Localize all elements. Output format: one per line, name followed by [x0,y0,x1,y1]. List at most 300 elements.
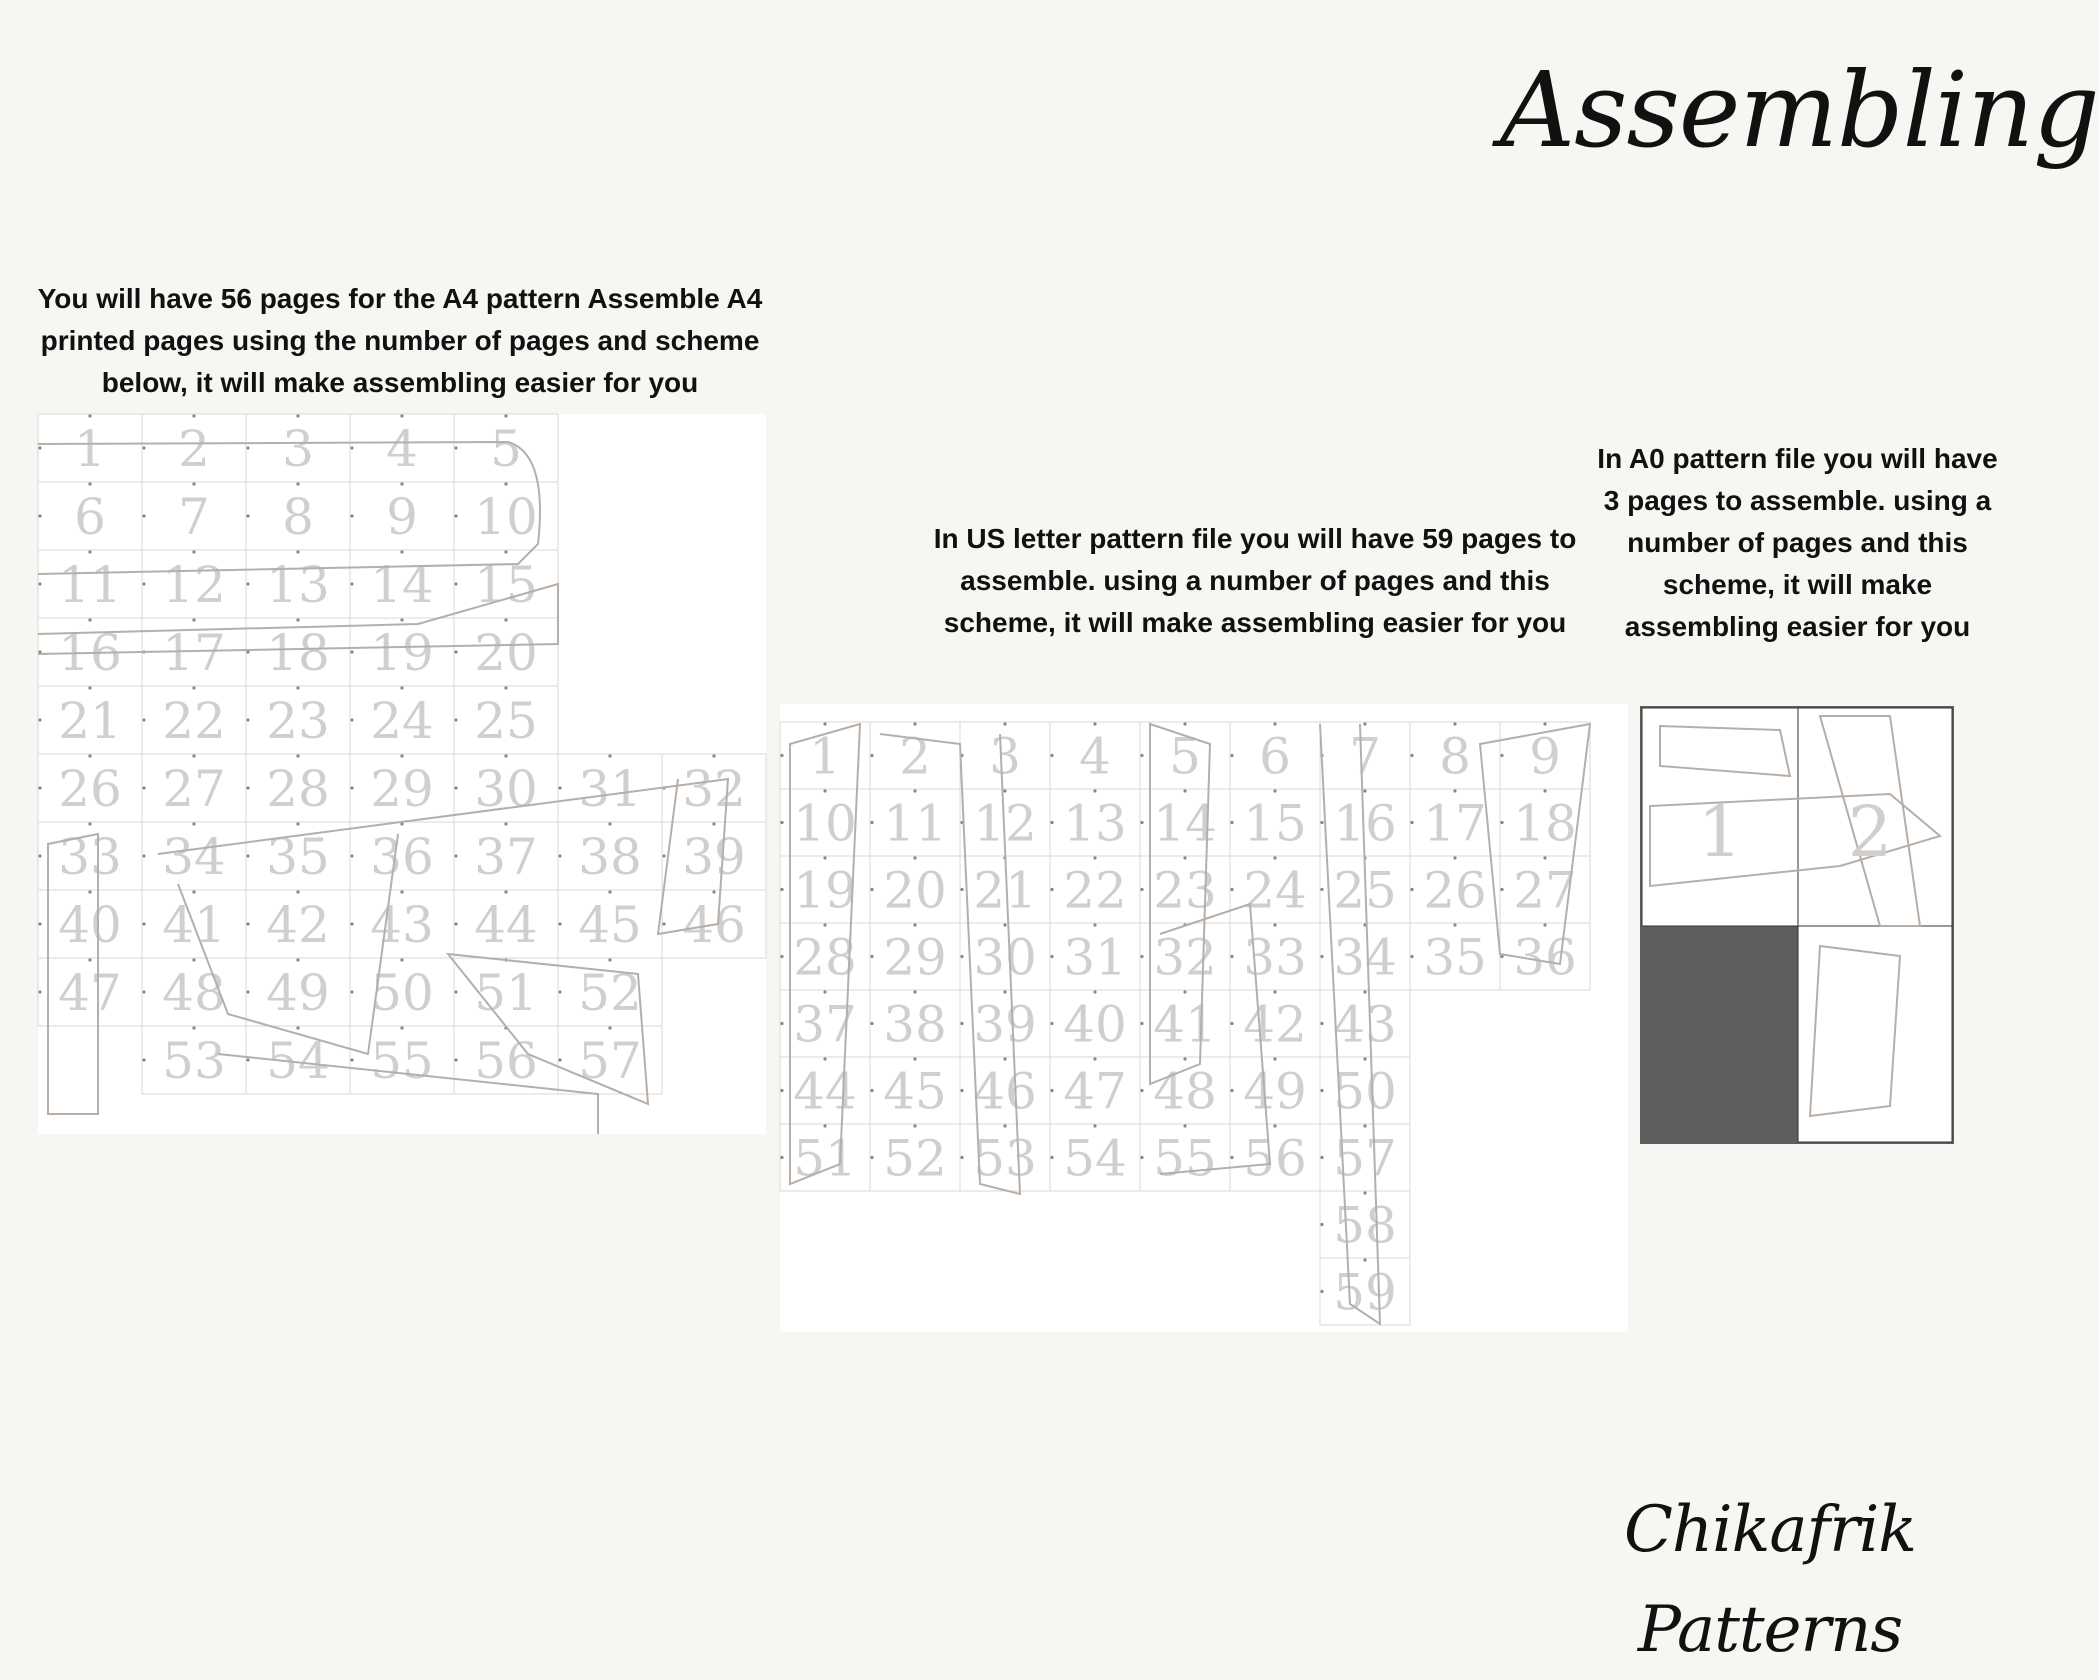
us-page-number: 31 [1063,928,1127,987]
us-page-number: 15 [1243,794,1307,853]
a4-registration-mark [296,686,299,689]
a4-registration-mark [400,1026,403,1029]
a4-registration-mark [296,822,299,825]
a4-registration-mark [558,990,561,993]
us-registration-mark [1363,1258,1366,1261]
a4-registration-mark [192,1026,195,1029]
us-registration-mark [1183,722,1186,725]
a4-registration-mark [142,786,145,789]
us-page-number: 42 [1243,995,1307,1054]
us-registration-mark [780,1156,783,1159]
us-page-number: 46 [973,1062,1037,1121]
us-registration-mark [1320,1290,1323,1293]
a4-registration-mark [142,922,145,925]
a4-registration-mark [400,482,403,485]
us-registration-mark [1183,1057,1186,1060]
us-registration-mark [1183,990,1186,993]
us-registration-mark [1093,990,1096,993]
a4-page-number: 2 [178,420,210,478]
a4-page-number: 15 [474,556,538,614]
a4-registration-mark [88,890,91,893]
us-registration-mark [1093,789,1096,792]
us-page-number: 34 [1333,928,1397,987]
a4-registration-mark [38,922,41,925]
a4-registration-mark [608,822,611,825]
a4-registration-mark [350,922,353,925]
us-registration-mark [1003,923,1006,926]
a4-registration-mark [296,958,299,961]
us-registration-mark [1320,1022,1323,1025]
us-registration-mark [1273,990,1276,993]
a4-page-number: 55 [370,1032,434,1090]
us-page-number: 52 [883,1129,947,1188]
a4-page-number: 46 [682,896,746,954]
a4-registration-mark [454,854,457,857]
a4-page-number: 54 [266,1032,330,1090]
a4-registration-mark [454,582,457,585]
a4-page-number: 17 [162,624,226,682]
a4-page-number: 7 [178,488,210,546]
a4-registration-mark [350,446,353,449]
a4-registration-mark [192,414,195,417]
a4-page-number: 19 [370,624,434,682]
a4-registration-mark [454,718,457,721]
us-registration-mark [1230,821,1233,824]
a4-registration-mark [192,686,195,689]
us-registration-mark [870,754,873,757]
a4-page-number: 38 [578,828,642,886]
a4-registration-mark [296,890,299,893]
us-registration-mark [1320,1156,1323,1159]
a4-registration-mark [296,482,299,485]
us-registration-mark [823,1057,826,1060]
a4-registration-mark [350,718,353,721]
a4-caption: You will have 56 pages for the A4 pattern Assemble A4 printed pages using the number of pages and scheme below, it will make assembling easier for you [37,283,763,398]
a4-registration-mark [192,822,195,825]
us-registration-mark [960,1156,963,1159]
a4-registration-mark [400,686,403,689]
us-page-number: 22 [1063,861,1127,920]
us-registration-mark [1140,1156,1143,1159]
us-registration-mark [1050,1089,1053,1092]
us-page-number: 7 [1349,727,1381,786]
us-registration-mark [1543,789,1546,792]
us-registration-mark [913,923,916,926]
a4-registration-mark [608,958,611,961]
us-registration-mark [1093,1124,1096,1127]
a4-registration-mark [454,786,457,789]
a0-sheet [1798,926,1952,1142]
a4-registration-mark [142,582,145,585]
a4-page-number: 29 [370,760,434,818]
a4-page-number: 8 [282,488,314,546]
us-registration-mark [913,722,916,725]
us-registration-mark [780,821,783,824]
a4-page-number: 23 [266,692,330,750]
a4-registration-mark [400,618,403,621]
a4-registration-mark [88,754,91,757]
us-page-number: 36 [1513,928,1577,987]
us-registration-mark [1140,1089,1143,1092]
a4-page-number: 18 [266,624,330,682]
a4-registration-mark [192,890,195,893]
us-registration-mark [1230,888,1233,891]
a4-registration-mark [88,482,91,485]
us-registration-mark [1410,888,1413,891]
a4-registration-mark [558,922,561,925]
page-title: Assembling [1500,49,2099,171]
a4-registration-mark [38,446,41,449]
a4-page-number: 39 [682,828,746,886]
a4-page-number: 1 [74,420,106,478]
us-registration-mark [870,821,873,824]
us-registration-mark [780,1022,783,1025]
us-registration-mark [1273,1057,1276,1060]
us-page-number: 43 [1333,995,1397,1054]
us-registration-mark [823,856,826,859]
a4-registration-mark [142,514,145,517]
a4-page-number: 45 [578,896,642,954]
a4-registration-mark [246,514,249,517]
a4-registration-mark [400,414,403,417]
a4-registration-mark [142,990,145,993]
a4-page-number: 57 [578,1032,642,1090]
a4-registration-mark [454,922,457,925]
a4-registration-mark [246,990,249,993]
a4-registration-mark [246,1058,249,1061]
a4-page-number: 42 [266,896,330,954]
us-registration-mark [1183,856,1186,859]
a4-registration-mark [712,890,715,893]
a4-registration-mark [350,990,353,993]
us-registration-mark [823,923,826,926]
a4-registration-mark [296,618,299,621]
us-page-number: 57 [1333,1129,1397,1188]
a4-page-number: 24 [370,692,434,750]
us-registration-mark [1093,923,1096,926]
a4-page-number: 27 [162,760,226,818]
a4-registration-mark [296,754,299,757]
us-registration-mark [823,990,826,993]
a4-registration-mark [296,414,299,417]
a4-page-number: 51 [474,964,538,1022]
us-page-number: 23 [1153,861,1217,920]
us-page-number: 10 [793,794,857,853]
a4-page-number: 32 [682,760,746,818]
us-registration-mark [1273,722,1276,725]
a4-registration-mark [504,618,507,621]
us-registration-mark [913,1057,916,1060]
us-registration-mark [1363,1191,1366,1194]
us-registration-mark [1140,1022,1143,1025]
us-registration-mark [1230,754,1233,757]
a4-page-number: 41 [162,896,226,954]
us-page-number: 29 [883,928,947,987]
us-page-number: 16 [1333,794,1397,853]
a4-registration-mark [142,854,145,857]
a4-registration-mark [192,754,195,757]
us-page-number: 48 [1153,1062,1217,1121]
a4-page-number: 40 [58,896,122,954]
a4-registration-mark [88,618,91,621]
a4-registration-mark [454,1058,457,1061]
a4-registration-mark [662,922,665,925]
us-registration-mark [1140,754,1143,757]
a4-page-number: 4 [386,420,418,478]
a4-page-number: 26 [58,760,122,818]
us-registration-mark [1363,1124,1366,1127]
us-registration-mark [1003,1124,1006,1127]
a4-tile-grid [38,414,766,1134]
a4-page-number: 35 [266,828,330,886]
us-registration-mark [870,888,873,891]
us-registration-mark [1230,955,1233,958]
us-registration-mark [1363,990,1366,993]
us-registration-mark [1050,1022,1053,1025]
us-registration-mark [913,990,916,993]
us-page-number: 25 [1333,861,1397,920]
a4-registration-mark [38,582,41,585]
us-registration-mark [1003,1057,1006,1060]
us-registration-mark [1183,789,1186,792]
brand-signature: Chikafrik Patterns [1623,1493,1917,1667]
us-registration-mark [1050,821,1053,824]
us-registration-mark [1140,955,1143,958]
us-registration-mark [1050,888,1053,891]
us-page-number: 37 [793,995,857,1054]
us-registration-mark [1363,722,1366,725]
us-page-number: 35 [1423,928,1487,987]
a4-registration-mark [504,754,507,757]
us-registration-mark [823,1124,826,1127]
a4-page-number: 30 [474,760,538,818]
us-registration-mark [1320,821,1323,824]
us-page-number: 19 [793,861,857,920]
us-page-number: 5 [1169,727,1201,786]
a4-registration-mark [350,514,353,517]
a4-registration-mark [142,446,145,449]
us-letter-tile-grid [780,704,1628,1332]
us-registration-mark [1363,1057,1366,1060]
us-registration-mark [913,789,916,792]
a4-page-number: 12 [162,556,226,614]
us-registration-mark [1453,722,1456,725]
us-registration-mark [1410,754,1413,757]
us-registration-mark [1093,722,1096,725]
us-registration-mark [1320,888,1323,891]
us-registration-mark [1410,821,1413,824]
us-registration-mark [780,888,783,891]
us-registration-mark [1140,821,1143,824]
us-page-number: 41 [1153,995,1217,1054]
us-registration-mark [960,955,963,958]
a4-registration-mark [712,822,715,825]
a4-registration-mark [38,990,41,993]
us-letter-assembly-scheme [780,704,1628,1332]
a4-page-number: 22 [162,692,226,750]
a4-page-number: 10 [474,488,538,546]
us-registration-mark [1320,955,1323,958]
us-registration-mark [1230,1022,1233,1025]
us-page-number: 51 [793,1129,857,1188]
a4-page-number: 11 [58,556,122,614]
a4-registration-mark [400,958,403,961]
us-page-number: 14 [1153,794,1217,853]
us-registration-mark [1320,1089,1323,1092]
us-registration-mark [913,1124,916,1127]
a4-page-number: 3 [282,420,314,478]
us-registration-mark [1410,955,1413,958]
a4-registration-mark [504,482,507,485]
a4-registration-mark [88,550,91,553]
us-page-number: 9 [1529,727,1561,786]
us-page-number: 17 [1423,794,1487,853]
a4-registration-mark [558,1058,561,1061]
us-registration-mark [1500,754,1503,757]
a4-page-number: 50 [370,964,434,1022]
a4-registration-mark [38,854,41,857]
a4-registration-mark [88,686,91,689]
us-page-number: 26 [1423,861,1487,920]
us-registration-mark [1543,722,1546,725]
a4-registration-mark [454,650,457,653]
a4-registration-mark [608,890,611,893]
us-page-number: 18 [1513,794,1577,853]
a4-page-number: 16 [58,624,122,682]
a4-registration-mark [350,650,353,653]
a4-registration-mark [350,786,353,789]
us-page-number: 53 [973,1129,1037,1188]
a4-registration-mark [192,482,195,485]
us-registration-mark [1453,856,1456,859]
us-registration-mark [913,856,916,859]
us-registration-mark [1140,888,1143,891]
a4-registration-mark [192,550,195,553]
a4-registration-mark [558,786,561,789]
a4-registration-mark [246,582,249,585]
us-page-number: 32 [1153,928,1217,987]
us-registration-mark [1050,754,1053,757]
a4-page-number: 56 [474,1032,538,1090]
us-registration-mark [823,789,826,792]
us-page-number: 20 [883,861,947,920]
us-registration-mark [1093,856,1096,859]
a4-registration-mark [350,582,353,585]
a4-registration-mark [662,854,665,857]
a4-registration-mark [246,446,249,449]
us-registration-mark [960,888,963,891]
us-registration-mark [870,1089,873,1092]
us-page-number: 45 [883,1062,947,1121]
a4-page-number: 34 [162,828,226,886]
a4-registration-mark [350,854,353,857]
us-registration-mark [1453,789,1456,792]
us-registration-mark [870,1156,873,1159]
a4-page-number: 36 [370,828,434,886]
us-page-number: 56 [1243,1129,1307,1188]
us-page-number: 54 [1063,1129,1127,1188]
a4-page-number: 28 [266,760,330,818]
us-page-number: 3 [989,727,1021,786]
a4-registration-mark [246,922,249,925]
a4-registration-mark [350,1058,353,1061]
a4-registration-mark [192,958,195,961]
us-page-number: 33 [1243,928,1307,987]
us-letter-caption: In US letter pattern file you will have 59 pages to assemble. using a number of pages and this scheme, it will make assembling easier for you [933,523,1577,638]
us-page-number: 21 [973,861,1037,920]
us-page-number: 50 [1333,1062,1397,1121]
us-registration-mark [1543,923,1546,926]
us-registration-mark [780,1089,783,1092]
a4-page-number: 49 [266,964,330,1022]
us-page-number: 8 [1439,727,1471,786]
us-registration-mark [1093,1057,1096,1060]
a4-registration-mark [88,822,91,825]
a4-registration-mark [88,414,91,417]
a4-page-number: 25 [474,692,538,750]
us-page-number: 58 [1333,1196,1397,1255]
a4-registration-mark [400,754,403,757]
a4-page-number: 14 [370,556,434,614]
us-page-number: 44 [793,1062,857,1121]
a4-page-number: 53 [162,1032,226,1090]
us-registration-mark [870,955,873,958]
a4-registration-mark [192,618,195,621]
a4-registration-mark [504,890,507,893]
us-registration-mark [1500,888,1503,891]
us-registration-mark [1230,1156,1233,1159]
us-registration-mark [870,1022,873,1025]
us-registration-mark [780,754,783,757]
a4-assembly-scheme [38,414,766,1134]
us-registration-mark [1273,856,1276,859]
us-page-number: 55 [1153,1129,1217,1188]
a4-registration-mark [38,514,41,517]
a0-page-number: 1 [1697,791,1743,873]
us-page-number: 38 [883,995,947,1054]
us-page-number: 24 [1243,861,1307,920]
a4-registration-mark [38,718,41,721]
a4-page-number: 44 [474,896,538,954]
us-registration-mark [1003,722,1006,725]
us-registration-mark [1050,955,1053,958]
a4-page-number: 5 [490,420,522,478]
a4-page-number: 13 [266,556,330,614]
us-page-number: 49 [1243,1062,1307,1121]
a4-registration-mark [38,786,41,789]
a4-registration-mark [142,718,145,721]
us-registration-mark [1273,923,1276,926]
us-page-number: 39 [973,995,1037,1054]
a4-page-number: 52 [578,964,642,1022]
us-registration-mark [823,722,826,725]
us-registration-mark [960,1089,963,1092]
us-registration-mark [1320,1223,1323,1226]
a4-registration-mark [142,1058,145,1061]
us-page-number: 12 [973,794,1037,853]
us-page-number: 13 [1063,794,1127,853]
a4-page-number: 21 [58,692,122,750]
us-page-number: 1 [809,727,841,786]
a4-registration-mark [608,1026,611,1029]
a4-registration-mark [246,718,249,721]
us-registration-mark [1003,990,1006,993]
a4-registration-mark [400,890,403,893]
us-registration-mark [1273,1124,1276,1127]
us-registration-mark [1003,789,1006,792]
us-registration-mark [960,1022,963,1025]
a4-registration-mark [504,414,507,417]
